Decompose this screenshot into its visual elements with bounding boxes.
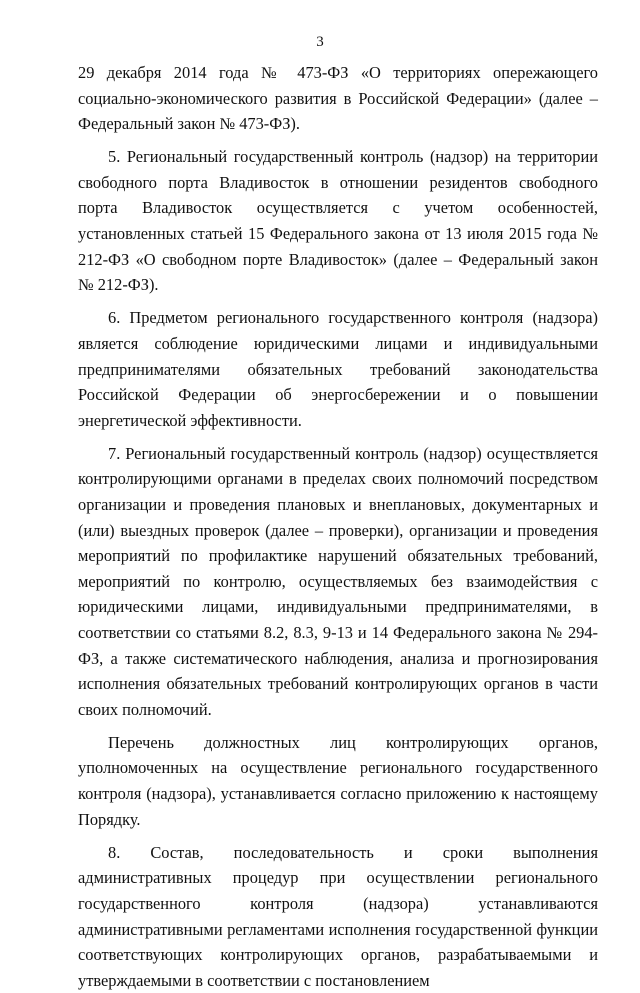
paragraph-continuation: 29 декабря 2014 года № 473-ФЗ «О территориях опережающего социально-экономического развития в Российской Федерации» (далее – Федеральный закон № 473-ФЗ). <box>78 63 598 134</box>
paragraph-5: 5. Региональный государственный контроль (надзор) на территории свободного порта Владивосток в отношении резидентов свободного порта Владивосток осуществляется с учетом особенностей, установленных статьей 15 Федерального закона от 13 июля 2015 года № 212-ФЗ «О свободном порте Владивосток» (далее – Федеральный закон № 212-ФЗ). <box>78 147 598 295</box>
paragraph-8: 8. Состав, последовательность и сроки выполнения административных процедур при осуществлении регионального государственного контроля (надзора) устанавливаются административными регламентами исполнения государственной функции соответствующих контролирующих органов, разрабатываемыми и утверждаемыми в соответствии с постановлением <box>78 842 598 990</box>
paragraph-6: 6. Предметом регионального государственного контроля (надзора) является соблюдение юридическими лицами и индивидуальными предпринимателями обязательных требований законодательства Российской Федерации об энергосбережении и о повышении энергетической эффективности. <box>78 308 598 430</box>
body-text <box>78 60 598 993</box>
paragraph-officials-list: Перечень должностных лиц контролирующих органов, уполномоченных на осуществление регионального государственного контроля (надзора), устанавливается согласно приложению к настоящему Порядку. <box>78 732 598 829</box>
paragraph-7: 7. Региональный государственный контроль (надзор) осуществляется контролирующими органами в пределах своих полномочий посредством организации и проведения плановых и внеплановых, документарных и (или) выездных проверок (далее – проверки), организации и проведения мероприятий по профилактике нарушений обязательных требований, мероприятий по контролю, осуществляемых без взаимодействия с юридическими лицами, индивидуальными предпринимателями, в соответствии со статьями 8.2, 8.3, 9-13 и 14 Федерального закона № 294-ФЗ, а также систематического наблюдения, анализа и прогнозирования исполнения обязательных требований контролирующих органов в части своих полномочий. <box>78 443 598 719</box>
page-number: 3 <box>316 34 324 50</box>
